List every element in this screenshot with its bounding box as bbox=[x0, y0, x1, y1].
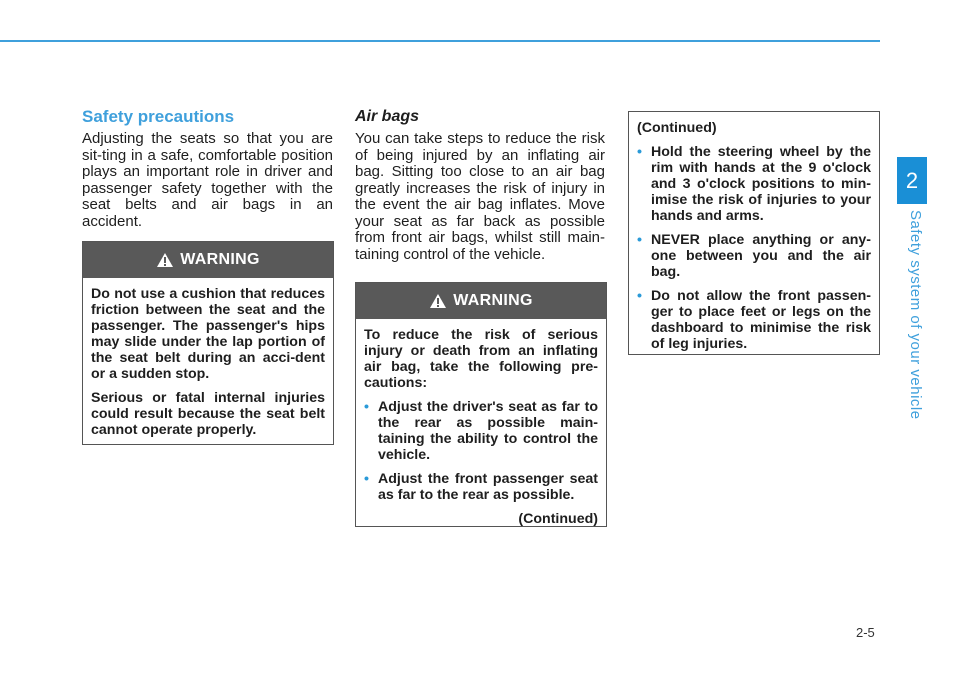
bullet-item: • Do not allow the front passen-ger to place feet or legs on the dashboard to minimise the risk of leg injuries. bbox=[637, 288, 871, 352]
bullet-item: • Adjust the front passenger seat as far to the rear as possible. bbox=[364, 471, 598, 503]
chapter-tab: 2 bbox=[897, 157, 927, 204]
warning-text: To reduce the risk of serious injury or death from an inflating air bag, take the following pre-cautions: bbox=[364, 327, 598, 391]
warning-label: WARNING bbox=[180, 251, 260, 268]
bullet-item: • NEVER place anything or any-one between you and the air bag. bbox=[637, 232, 871, 280]
warning-box-air-bag bbox=[355, 282, 607, 527]
warning-header bbox=[83, 242, 333, 278]
intro-paragraph: Adjusting the seats so that you are sit-ting in a safe, comfortable position plays an important role in driver and passenger safety together with the seat belts and air bags in an accident. bbox=[82, 130, 333, 230]
air-bags-paragraph: You can take steps to reduce the risk of being injured by an inflating air bag. Sitting too close to an air bag greatly increases the risk of injury in the event the air bag inflates. Move your seat as far back as possible from front air bags, whilst still main-taining control of the vehicle. bbox=[355, 130, 605, 263]
section-title-air-bags: Air bags bbox=[355, 108, 420, 125]
continued-label: (Continued) bbox=[637, 120, 717, 136]
section-title: Safety precautions bbox=[82, 107, 235, 126]
warning-triangle-icon bbox=[429, 293, 447, 309]
warning-header bbox=[356, 283, 606, 319]
top-rule bbox=[0, 40, 880, 42]
warning-box-cushion bbox=[82, 241, 334, 445]
warning-text: Do not use a cushion that reduces friction between the seat and the passenger. The passenger's hips may slide under the lap portion of the seat belt during an acci-dent or a sudden stop. bbox=[91, 286, 325, 382]
bullet-item: • Hold the steering wheel by the rim with hands at the 9 o'clock and 3 o'clock positions to min-imise the risk of injuries to your hands and arms. bbox=[637, 144, 871, 224]
warning-box-continued bbox=[628, 111, 880, 355]
page-number: 2-5 bbox=[856, 625, 875, 640]
warning-triangle-icon bbox=[156, 252, 174, 268]
bullet-item: • Adjust the driver's seat as far to the rear as possible main-taining the ability to control the vehicle. bbox=[364, 399, 598, 463]
warning-label: WARNING bbox=[453, 292, 533, 309]
chapter-title: Safety system of your vehicle bbox=[907, 210, 924, 420]
warning-text: Serious or fatal internal injuries could result because the seat belt cannot operate properly. bbox=[91, 390, 325, 438]
continued-label: (Continued) bbox=[518, 511, 598, 527]
